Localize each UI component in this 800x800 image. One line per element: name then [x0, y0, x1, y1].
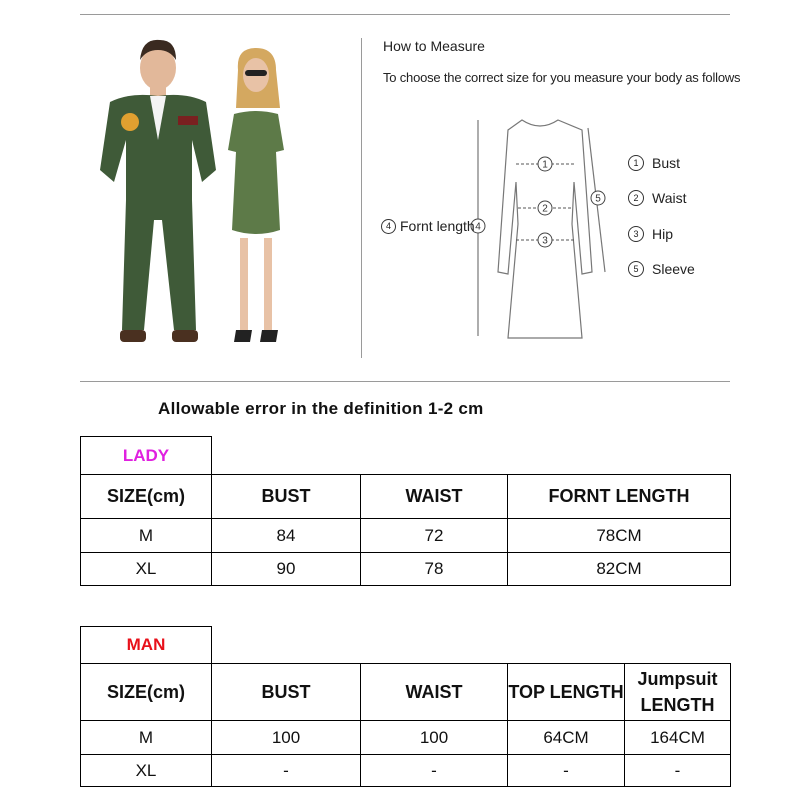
man-cell: 164CM: [625, 721, 731, 755]
guide-subtitle: To choose the correct size for you measure your body as follows: [383, 70, 741, 85]
man-header-jumpsuit-length: Jumpsuit LENGTH: [625, 664, 731, 721]
man-cell: 64CM: [508, 721, 625, 755]
guide-title: How to Measure: [383, 38, 485, 54]
man-header-size: SIZE(cm): [81, 664, 212, 721]
legend-num: 1: [628, 155, 644, 171]
legend-sleeve: [628, 261, 695, 277]
legend-label: Bust: [652, 155, 681, 171]
front-length-text: Fornt length: [400, 218, 475, 234]
woman-model: [228, 48, 284, 342]
man-size-table: [80, 626, 731, 787]
man-header-top-length: TOP LENGTH: [508, 664, 625, 721]
lady-cell: 84: [212, 519, 361, 553]
table-row: [81, 553, 731, 586]
man-cell: -: [625, 755, 731, 787]
legend-label: Hip: [652, 226, 674, 242]
table-row: [81, 519, 731, 553]
diagram-num-5: 5: [595, 193, 601, 205]
allowable-error-note: Allowable error in the definition 1-2 cm: [158, 399, 484, 418]
legend-num: 5: [628, 261, 644, 277]
front-length-num: 4: [381, 219, 396, 234]
lady-cell: XL: [81, 553, 212, 586]
diagram-num-4: 4: [475, 221, 481, 233]
lady-header-front-length: FORNT LENGTH: [508, 475, 731, 519]
legend-bust: [628, 155, 680, 171]
table-row: [81, 721, 731, 755]
lady-header-size: SIZE(cm): [81, 475, 212, 519]
man-label: MAN: [81, 627, 212, 664]
man-cell: -: [361, 755, 508, 787]
man-cell: -: [508, 755, 625, 787]
lady-cell: 78CM: [508, 519, 731, 553]
lady-cell: 78: [361, 553, 508, 586]
man-header-bust: BUST: [212, 664, 361, 721]
legend-num: 3: [628, 226, 644, 242]
middle-divider: [80, 381, 730, 382]
man-cell: 100: [212, 721, 361, 755]
legend-label: Waist: [652, 190, 687, 206]
costume-models-image: [70, 30, 310, 375]
diagram-num-1: 1: [542, 159, 548, 171]
man-model: [100, 40, 216, 342]
legend-label: Sleeve: [652, 261, 695, 277]
lady-header-bust: BUST: [212, 475, 361, 519]
dress-measure-diagram: [470, 112, 620, 352]
lady-cell: 82CM: [508, 553, 731, 586]
lady-label: LADY: [81, 437, 212, 475]
lady-cell: M: [81, 519, 212, 553]
legend-num: 2: [628, 190, 644, 206]
table-row: [81, 755, 731, 787]
lady-cell: 72: [361, 519, 508, 553]
man-cell: M: [81, 721, 212, 755]
vertical-divider: [361, 38, 362, 358]
legend-hip: [628, 226, 673, 242]
front-length-label: [381, 218, 475, 234]
man-header-waist: WAIST: [361, 664, 508, 721]
lady-cell: 90: [212, 553, 361, 586]
man-cell: -: [212, 755, 361, 787]
man-cell: 100: [361, 721, 508, 755]
lady-header-waist: WAIST: [361, 475, 508, 519]
legend-waist: [628, 190, 686, 206]
man-cell: XL: [81, 755, 212, 787]
diagram-num-2: 2: [542, 203, 548, 215]
top-divider: [80, 14, 730, 15]
lady-size-table: [80, 436, 731, 586]
diagram-num-3: 3: [542, 235, 548, 247]
